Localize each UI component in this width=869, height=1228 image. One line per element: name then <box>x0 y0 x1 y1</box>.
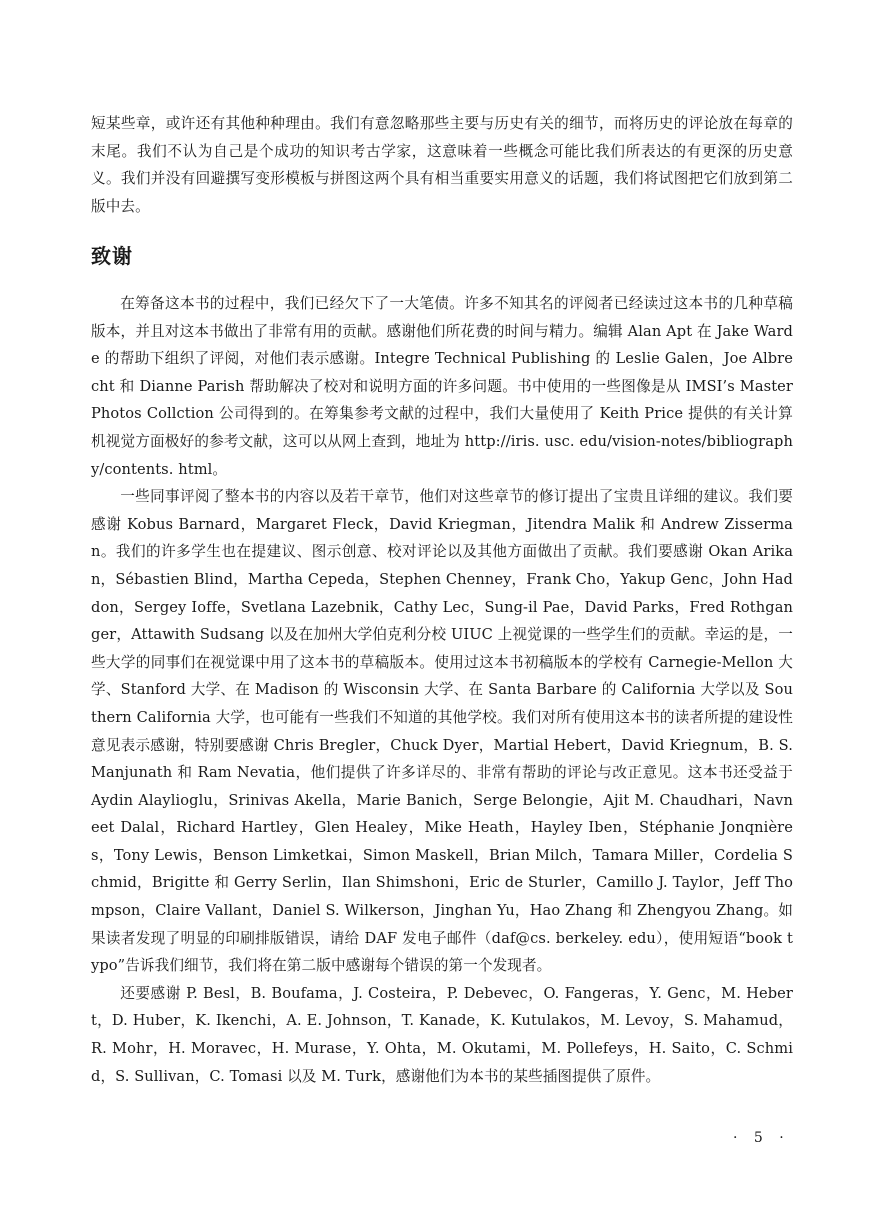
section-title-acknowledgements: 致谢 <box>91 244 133 268</box>
intro-block <box>91 110 793 220</box>
page-number: · 5 · <box>733 1130 790 1146</box>
ack-paragraph-1: 在筹备这本书的过程中，我们已经欠下了一大笔债。许多不知其名的评阅者已经读过这本书的几种草稿版本，并且对这本书做出了非常有用的贡献。感谢他们所花费的时间与精力。编辑 Alan Apt 在 Jake Warde 的帮助下组织了评阅，对他们表示感谢。Integre Technical Publishing 的 Leslie Galen，Joe Albrecht 和 Dianne Parish 帮助解决了校对和说明方面的许多问题。书中使用的一些图像是从 IMSI’s Master Photos Collction 公司得到的。在筹集参考文献的过程中，我们大量使用了 Keith Price 提供的有关计算机视觉方面极好的参考文献，这可以从网上查到，地址为 http://iris. usc. edu/vision-notes/bibliography/contents. html。 <box>91 295 793 478</box>
ack-paragraph-3: 还要感谢 P. Besl，B. Boufama，J. Costeira，P. Debevec，O. Fangeras，Y. Genc，M. Hebert，D. Huber，K. Ikenchi，A. E. Johnson，T. Kanade，K. Kutulakos，M. Levoy，S. Mahamud，R. Mohr，H. Moravec，H. Murase，Y. Ohta，M. Okutami，M. Pollefeys，H. Saito，C. Schmid，S. Sullivan，C. Tomasi 以及 M. Turk，感谢他们为本书的某些插图提供了原件。 <box>91 984 793 1085</box>
ack-paragraph-2: 一些同事评阅了整本书的内容以及若干章节，他们对这些章节的修订提出了宝贵且详细的建议。我们要感谢 Kobus Barnard，Margaret Fleck，David Kriegman，Jitendra Malik 和 Andrew Zisserman。我们的许多学生也在提建议、图示创意、校对评论以及其他方面做出了贡献。我们要感谢 Okan Arikan，Sébastien Blind，Martha Cepeda，Stephen Chenney，Frank Cho，Yakup Genc，John Haddon，Sergey Ioffe，Svetlana Lazebnik，Cathy Lec，Sung-il Pae，David Parks，Fred Rothganger，Attawith Sudsang 以及在加州大学伯克利分校 UIUC 上视觉课的一些学生们的贡献。幸运的是，一些大学的同事们在视觉课中用了这本书的草稿版本。使用过这本书初稿版本的学校有 Carnegie-Mellon 大学、Stanford 大学、在 Madison 的 Wisconsin 大学、在 Santa Barbare 的 California 大学以及 Southern California 大学，也可能有一些我们不知道的其他学校。我们对所有使用这本书的读者所提的建设性意见表示感谢，特别要感谢 Chris Bregler，Chuck Dyer，Martial Hebert，David Kriegnum，B. S. Manjunath 和 Ram Nevatia，他们提供了许多详尽的、非常有帮助的评论与改正意见。这本书还受益于 Aydin Alaylioglu，Srinivas Akella，Marie Banich，Serge Belongie，Ajit M. Chaudhari，Navneet Dalal，Richard Hartley，Glen Healey，Mike Heath，Hayley Iben，Stéphanie Jonqnières，Tony Lewis，Benson Limketkai，Simon Maskell，Brian Milch，Tamara Miller，Cordelia Schmid，Brigitte 和 Gerry Serlin，Ilan Shimshoni，Eric de Sturler，Camillo J. Taylor，Jeff Thompson，Claire Vallant，Daniel S. Wilkerson，Jinghan Yu，Hao Zhang 和 Zhengyou Zhang。如果读者发现了明显的印刷排版错误，请给 DAF 发电子邮件（daf@cs. berkeley. edu），使用短语“book typo”告诉我们细节，我们将在第二版中感谢每个错误的第一个发现者。 <box>91 488 793 975</box>
intro-paragraph: 短某些章，或许还有其他种种理由。我们有意忽略那些主要与历史有关的细节，而将历史的评论放在每章的末尾。我们不认为自己是个成功的知识考古学家，这意味着一些概念可能比我们所表达的有更深的历史意义。我们并没有回避撰写变形模板与拼图这两个具有相当重要实用意义的话题，我们将试图把它们放到第二版中去。 <box>91 115 793 215</box>
acknowledgements-body <box>91 290 793 1090</box>
